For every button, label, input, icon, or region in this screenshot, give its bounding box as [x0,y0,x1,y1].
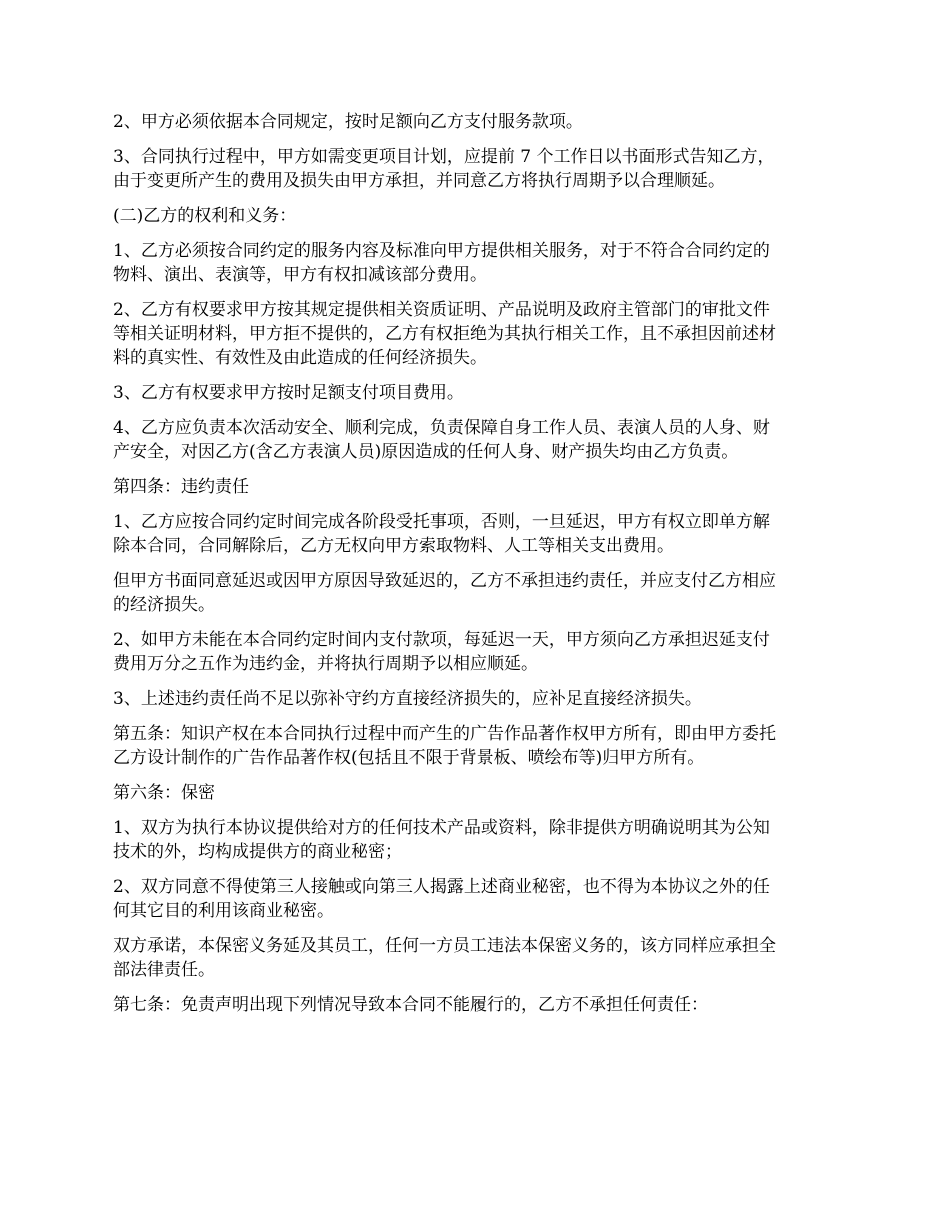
paragraph-line: 物料、演出、表演等，甲方有权扣减该部分费用。 [113,265,487,285]
paragraph-line: 除本合同，合同解除后，乙方无权向甲方索取物料、人工等相关支出费用。 [113,536,674,556]
paragraph-line: 3、上述违约责任尚不足以弥补守约方直接经济损失的，应补足直接经济损失。 [113,689,702,709]
paragraph-line: 的经济损失。 [113,595,215,615]
paragraph-line: (二)乙方的权利和义务： [113,206,297,226]
paragraph [113,816,843,864]
paragraph [113,722,843,770]
paragraph-line: 4、乙方应负责本次活动安全、顺利完成，负责保障自身工作人员、表演人员的人身、财 [113,418,770,438]
paragraph-line: 3、乙方有权要求甲方按时足额支付项目费用。 [113,383,464,403]
paragraph [113,687,843,711]
paragraph [113,239,843,287]
paragraph [113,781,843,805]
paragraph-line: 1、双方为执行本协议提供给对方的任何技术产品或资料，除非提供方明确说明其为公知 [113,818,770,838]
paragraph-line: 第六条：保密 [113,783,215,803]
paragraph-line: 2、甲方必须依据本合同规定，按时足额向乙方支付服务款项。 [113,112,583,132]
paragraph-line: 1、乙方必须按合同约定的服务内容及标准向甲方提供相关服务，对于不符合合同约定的 [113,241,770,261]
paragraph-line: 2、如甲方未能在本合同约定时间内支付款项，每延迟一天，甲方须向乙方承担迟延支付 [113,630,770,650]
paragraph [113,475,843,499]
paragraph-line: 2、乙方有权要求甲方按其规定提供相关资质证明、产品说明及政府主管部门的审批文件 [113,300,770,320]
paragraph-line: 第五条：知识产权在本合同执行过程中而产生的广告作品著作权甲方所有，即由甲方委托 [113,724,776,744]
paragraph [113,510,843,558]
paragraph-line: 等相关证明材料，甲方拒不提供的，乙方有权拒绝为其执行相关工作，且不承担因前述材 [113,324,776,344]
paragraph [113,381,843,405]
paragraph-line: 1、乙方应按合同约定时间完成各阶段受托事项，否则，一旦延迟，甲方有权立即单方解 [113,512,770,532]
paragraph-line: 但甲方书面同意延迟或因甲方原因导致延迟的，乙方不承担违约责任，并应支付乙方相应 [113,571,776,591]
paragraph-line: 双方承诺，本保密义务延及其员工，任何一方员工违法本保密义务的，该方同样应承担全 [113,936,776,956]
paragraph [113,298,843,370]
paragraph [113,110,843,134]
paragraph-line: 部法律责任。 [113,960,215,980]
paragraph-line: 乙方设计制作的广告作品著作权(包括且不限于背景板、喷绘布等)归甲方所有。 [113,748,705,768]
paragraph-line: 3、合同执行过程中，甲方如需变更项目计划，应提前 7 个工作日以书面形式告知乙方， [113,147,775,167]
paragraph-line: 第四条：违约责任 [113,477,249,497]
paragraph [113,569,843,617]
paragraph-line: 第七条：免责声明出现下列情况导致本合同不能履行的，乙方不承担任何责任： [113,995,708,1015]
paragraph-line: 2、双方同意不得使第三人接触或向第三人揭露上述商业秘密，也不得为本协议之外的任 [113,877,770,897]
paragraph [113,416,843,464]
paragraph-line: 产安全，对因乙方(含乙方表演人员)原因造成的任何人身、财产损失均由乙方负责。 [113,442,739,462]
paragraph [113,204,843,228]
paragraph [113,628,843,676]
paragraph-line: 料的真实性、有效性及由此造成的任何经济损失。 [113,348,487,368]
paragraph [113,993,843,1017]
paragraph [113,934,843,982]
paragraph-line: 技术的外，均构成提供方的商业秘密； [113,842,402,862]
paragraph-line: 费用万分之五作为违约金，并将执行周期予以相应顺延。 [113,654,538,674]
paragraph-line: 由于变更所产生的费用及损失由甲方承担，并同意乙方将执行周期予以合理顺延。 [113,171,725,191]
paragraph-line: 何其它目的利用该商业秘密。 [113,901,334,921]
paragraph [113,875,843,923]
paragraph [113,145,843,193]
document-body [113,110,843,1028]
